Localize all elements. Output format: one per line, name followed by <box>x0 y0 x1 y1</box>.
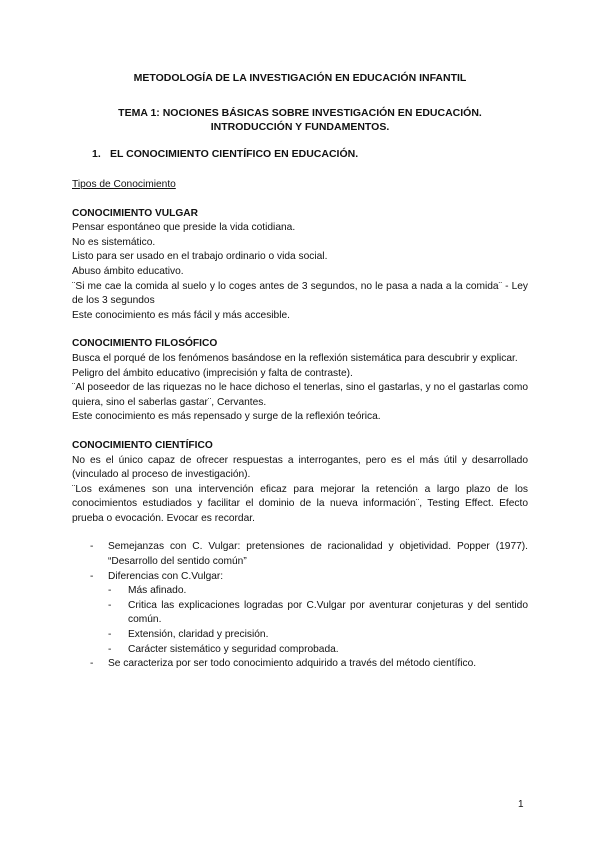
list-item <box>72 540 528 569</box>
section-title: EL CONOCIMIENTO CIENTÍFICO EN EDUCACIÓN. <box>110 148 359 160</box>
cientifico-quote: ¨Los exámenes son una intervención eficaz para mejorar la retención a largo plazo de los conocimientos estudiados y facilitar el dominio de la nueva información¨, Testing Effect. Efecto prueba o evocación. Evocar es recordar. <box>72 483 528 524</box>
sub-list-item <box>72 628 528 643</box>
document-title: METODOLOGÍA DE LA INVESTIGACIÓN EN EDUCACIÓN INFANTIL <box>133 72 467 84</box>
sub-list-item <box>72 584 528 599</box>
list-dash: - <box>90 570 94 582</box>
section-cientifico <box>72 439 528 672</box>
vulgar-heading: CONOCIMIENTO VULGAR <box>72 207 199 219</box>
list-dash: - <box>108 629 112 641</box>
sub-item-text: Critica las explicaciones logradas por C.Vulgar por aventurar conjeturas y del sentido común. <box>128 599 528 626</box>
sub-item-text: Extensión, claridad y precisión. <box>128 629 269 641</box>
list-item <box>72 657 528 672</box>
list-dash: - <box>108 585 112 597</box>
section-heading <box>92 148 358 160</box>
list-dash: - <box>90 658 94 670</box>
list-item-text: Semejanzas con C. Vulgar: pretensiones de racionalidad y objetividad. Popper (1977). “Desarrollo del sentido común” <box>108 541 528 568</box>
vulgar-line: Listo para ser usado en el trabajo ordinario o vida social. <box>72 251 328 263</box>
list-dash: - <box>108 599 112 611</box>
filosofico-line: Peligro del ámbito educativo (imprecisión y falta de contraste). <box>72 367 353 379</box>
vulgar-line: Abuso ámbito educativo. <box>72 265 184 277</box>
sub-list-item <box>72 643 528 658</box>
sub-item-text: Carácter sistemático y seguridad comprobada. <box>128 643 339 655</box>
sub-list-item <box>72 599 528 628</box>
list-dash: - <box>108 643 112 655</box>
tema-heading <box>0 106 600 134</box>
cientifico-list <box>72 540 528 671</box>
list-item <box>72 570 528 585</box>
tema-line-2: INTRODUCCIÓN Y FUNDAMENTOS. <box>210 121 390 133</box>
filosofico-line: Busca el porqué de los fenómenos basándose en la reflexión sistemática para descubrir y explicar. <box>72 352 518 364</box>
vulgar-line: No es sistemático. <box>72 236 156 248</box>
filosofico-quote: ¨Al poseedor de las riquezas no le hace dichoso el tenerlas, sino el gastarlas, y no el gastarlas como quiera, sino el saberlas gastar¨, Cervantes. <box>72 382 528 408</box>
list-dash: - <box>90 541 94 553</box>
cientifico-heading: CONOCIMIENTO CIENTÍFICO <box>72 439 213 451</box>
filosofico-line: Este conocimiento es más repensado y surge de la reflexión teórica. <box>72 411 381 423</box>
sub-item-text: Más afinado. <box>128 585 187 597</box>
section-vulgar <box>72 207 528 324</box>
list-item-text: Diferencias con C.Vulgar: <box>108 570 224 582</box>
vulgar-line: Este conocimiento es más fácil y más accesible. <box>72 309 290 321</box>
filosofico-heading: CONOCIMIENTO FILOSÓFICO <box>72 338 218 350</box>
tema-line-1: TEMA 1: NOCIONES BÁSICAS SOBRE INVESTIGACIÓN EN EDUCACIÓN. <box>118 107 482 119</box>
tipos-subheading: Tipos de Conocimiento <box>72 179 176 190</box>
page-number: 1 <box>518 799 524 810</box>
section-number: 1. <box>92 148 101 160</box>
document-body <box>72 178 528 672</box>
list-item-text: Se caracteriza por ser todo conocimiento adquirido a través del método científico. <box>108 658 477 670</box>
cientifico-line: No es el único capaz de ofrecer respuestas a interrogantes, pero es el más útil y desarrollado (vinculado al proceso de investigación). <box>72 454 528 481</box>
vulgar-line: Pensar espontáneo que preside la vida cotidiana. <box>72 222 296 234</box>
section-filosofico <box>72 337 528 425</box>
vulgar-quote: ¨Si me cae la comida al suelo y lo coges antes de 3 segundos, no le pasa a nada a la comida¨ - Ley de los 3 segundos <box>72 280 528 307</box>
